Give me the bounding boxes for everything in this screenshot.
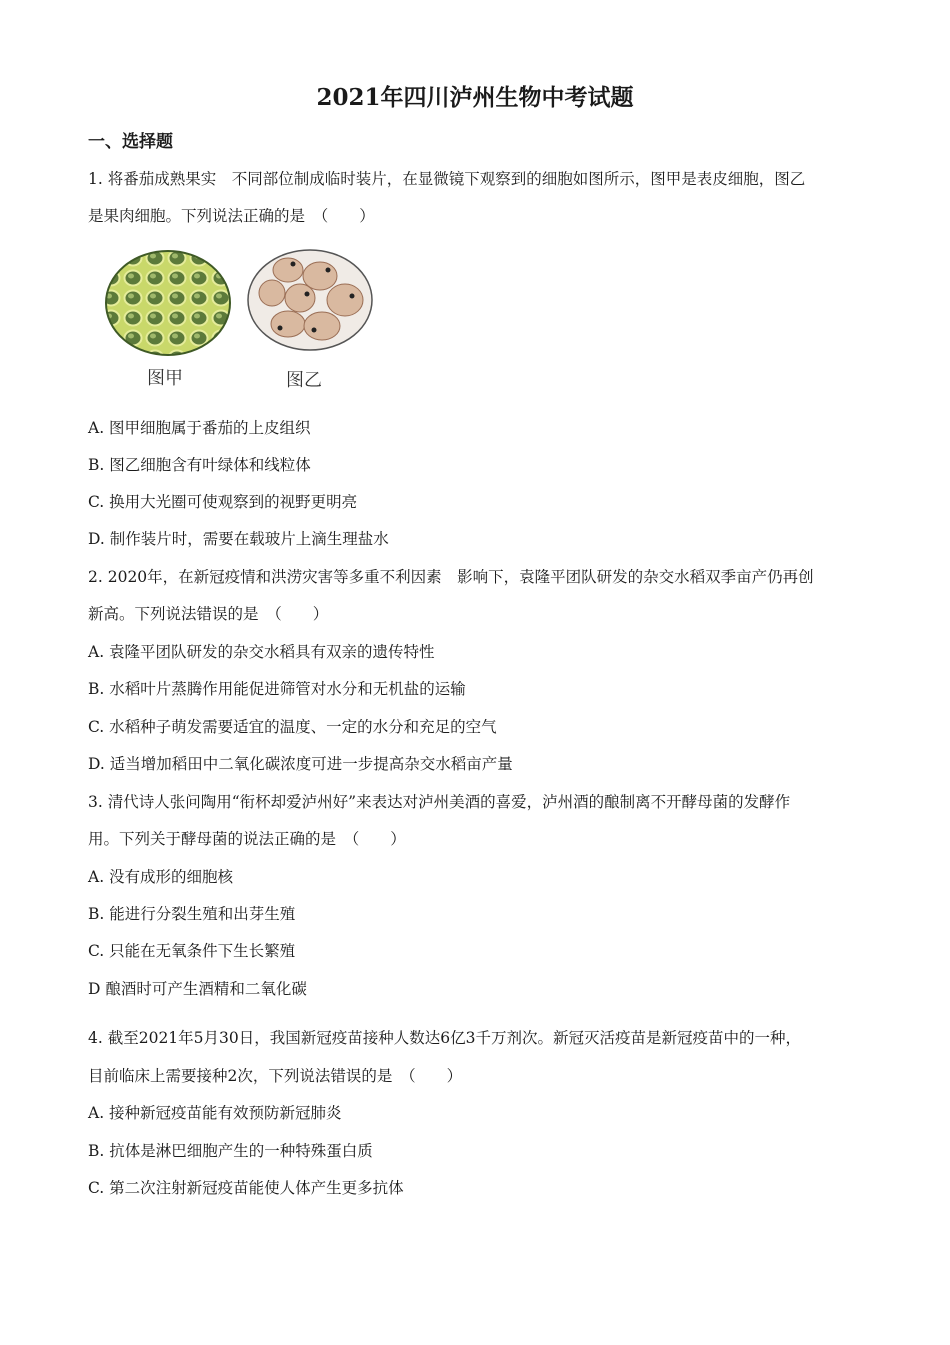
question-3-line-2: 用。下列关于酵母菌的说法正确的是 （ ） bbox=[88, 830, 406, 848]
question-1-option-d: D. 制作装片时，需要在载玻片上滴生理盐水 bbox=[88, 530, 389, 548]
question-3-option-c: C. 只能在无氧条件下生长繁殖 bbox=[88, 942, 296, 960]
question-2-option-b: B. 水稻叶片蒸腾作用能促进筛管对水分和无机盐的运输 bbox=[88, 680, 466, 698]
cell-microscope-illustration bbox=[100, 248, 390, 398]
question-3-option-d: D 酿酒时可产生酒精和二氧化碳 bbox=[88, 980, 307, 998]
question-4-option-b: B. 抗体是淋巴细胞产生的一种特殊蛋白质 bbox=[88, 1142, 373, 1160]
question-4-option-c: C. 第二次注射新冠疫苗能使人体产生更多抗体 bbox=[88, 1179, 404, 1197]
question-3-line-1: 3. 清代诗人张问陶用“衔杯却爱泸州好”来表达对泸州美酒的喜爱，泸州酒的酿制离不开酵母菌的发酵作 bbox=[88, 793, 791, 811]
pulp-cell-image bbox=[248, 250, 372, 350]
question-1-line-2: 是果肉细胞。下列说法正确的是 （ ） bbox=[88, 207, 375, 225]
question-2-line-1: 2. 2020年，在新冠疫情和洪涝灾害等多重不利因素 影响下，袁隆平团队研发的杂交水稻双季亩产仍再创 bbox=[88, 568, 814, 586]
question-2-option-c: C. 水稻种子萌发需要适宜的温度、一定的水分和充足的空气 bbox=[88, 718, 497, 736]
question-2-option-d: D. 适当增加稻田中二氧化碳浓度可进一步提高杂交水稻亩产量 bbox=[88, 755, 513, 773]
question-3-option-b: B. 能进行分裂生殖和出芽生殖 bbox=[88, 905, 296, 923]
page-title: 2021年四川泸州生物中考试题 bbox=[316, 84, 634, 111]
cell-figure bbox=[100, 248, 390, 398]
question-4-option-a: A. 接种新冠疫苗能有效预防新冠肺炎 bbox=[88, 1104, 342, 1122]
question-3-option-a: A. 没有成形的细胞核 bbox=[88, 868, 234, 886]
section-heading: 一、选择题 bbox=[88, 132, 173, 152]
question-2-line-2: 新高。下列说法错误的是 （ ） bbox=[88, 605, 329, 623]
question-1-line-1: 1. 将番茄成熟果实 不同部位制成临时装片，在显微镜下观察到的细胞如图所示，图甲是表皮细胞，图乙 bbox=[88, 170, 806, 188]
figure-caption-a: 图甲 bbox=[147, 368, 183, 389]
question-4-line-2: 目前临床上需要接种2次，下列说法错误的是 （ ） bbox=[88, 1067, 463, 1085]
question-1-option-b: B. 图乙细胞含有叶绿体和线粒体 bbox=[88, 456, 311, 474]
epidermal-cell-image bbox=[100, 248, 240, 368]
question-1-option-a: A. 图甲细胞属于番茄的上皮组织 bbox=[88, 419, 311, 437]
question-4-line-1: 4. 截至2021年5月30日，我国新冠疫苗接种人数达6亿3千万剂次。新冠灭活疫苗是新冠疫苗中的一种， bbox=[88, 1029, 801, 1047]
figure-caption-b: 图乙 bbox=[286, 370, 322, 391]
question-2-option-a: A. 袁隆平团队研发的杂交水稻具有双亲的遗传特性 bbox=[88, 643, 435, 661]
question-1-option-c: C. 换用大光圈可使观察到的视野更明亮 bbox=[88, 493, 358, 511]
